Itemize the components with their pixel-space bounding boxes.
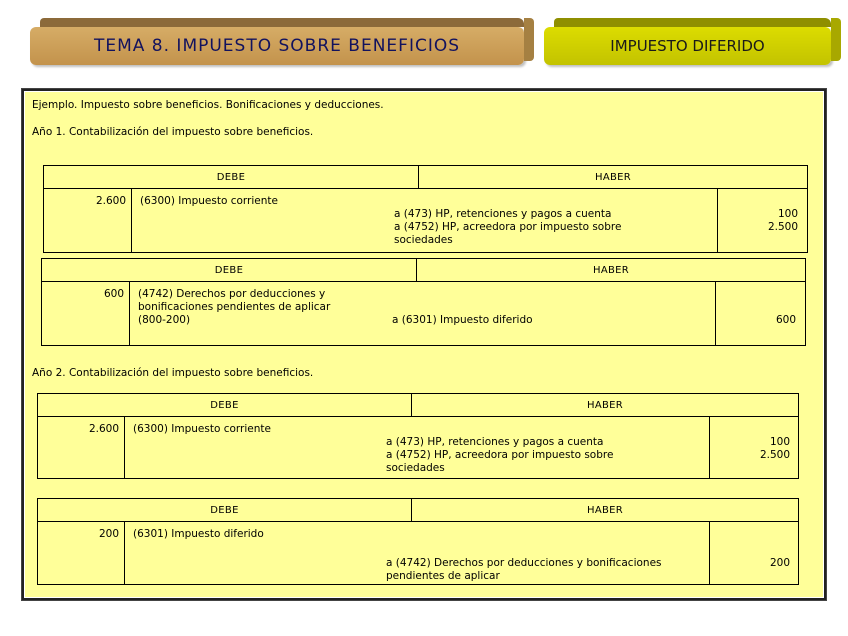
title-tab (30, 27, 524, 65)
section-tab[interactable] (544, 27, 831, 65)
debit-account-line: (800-200) (138, 314, 191, 326)
credit-account-line: a (6301) Impuesto diferido (392, 314, 533, 326)
year1-heading: Año 1. Contabilización del impuesto sobre beneficios. (32, 126, 314, 138)
debit-account: (6300) Impuesto corriente (133, 423, 271, 435)
credit-amount: 2.500 (759, 449, 790, 461)
debe-header: DEBE (38, 499, 412, 521)
debit-account-line: bonificaciones pendientes de aplicar (138, 301, 331, 313)
debe-header: DEBE (42, 259, 417, 281)
debit-amount: 200 (98, 528, 119, 540)
debit-account: (6301) Impuesto diferido (133, 528, 264, 540)
debit-amount: 2.600 (88, 423, 119, 435)
section-title: IMPUESTO DIFERIDO (610, 37, 765, 55)
credit-amount: 2.500 (767, 221, 798, 233)
credit-amount: 600 (775, 314, 796, 326)
debe-header: DEBE (44, 166, 419, 188)
page-title: TEMA 8. IMPUESTO SOBRE BENEFICIOS (93, 36, 461, 56)
haber-header: HABER (593, 264, 629, 276)
credit-account-line: a (4752) HP, acreedora por impuesto sobre (394, 221, 622, 233)
debit-amount: 2.600 (95, 195, 126, 207)
credit-account-line: sociedades (386, 462, 445, 474)
intro-text: Ejemplo. Impuesto sobre beneficios. Bonificaciones y deducciones. (32, 99, 384, 111)
credit-amount: 100 (777, 208, 798, 220)
credit-account-line: a (473) HP, retenciones y pagos a cuenta (394, 208, 612, 220)
credit-amount: 200 (769, 557, 790, 569)
debit-account: (6300) Impuesto corriente (140, 195, 278, 207)
debe-header: DEBE (38, 394, 412, 416)
haber-header: HABER (587, 399, 623, 411)
journal-entry-2 (41, 258, 806, 346)
credit-account-line: a (473) HP, retenciones y pagos a cuenta (386, 436, 604, 448)
haber-header: HABER (595, 171, 631, 183)
credit-account-line: sociedades (394, 234, 453, 246)
debit-amount: 600 (103, 288, 124, 300)
content-panel (22, 89, 826, 600)
journal-entry-4 (37, 498, 799, 585)
journal-entry-1 (43, 165, 808, 253)
haber-header: HABER (587, 504, 623, 516)
journal-entry-3 (37, 393, 799, 479)
credit-account-line: a (4752) HP, acreedora por impuesto sobre (386, 449, 614, 461)
year2-heading: Año 2. Contabilización del impuesto sobre beneficios. (32, 367, 314, 379)
debit-account-line: (4742) Derechos por deducciones y (138, 288, 326, 300)
credit-account-line: a (4742) Derechos por deducciones y bonificaciones (386, 557, 662, 569)
credit-account-line: pendientes de aplicar (386, 570, 500, 582)
credit-amount: 100 (769, 436, 790, 448)
